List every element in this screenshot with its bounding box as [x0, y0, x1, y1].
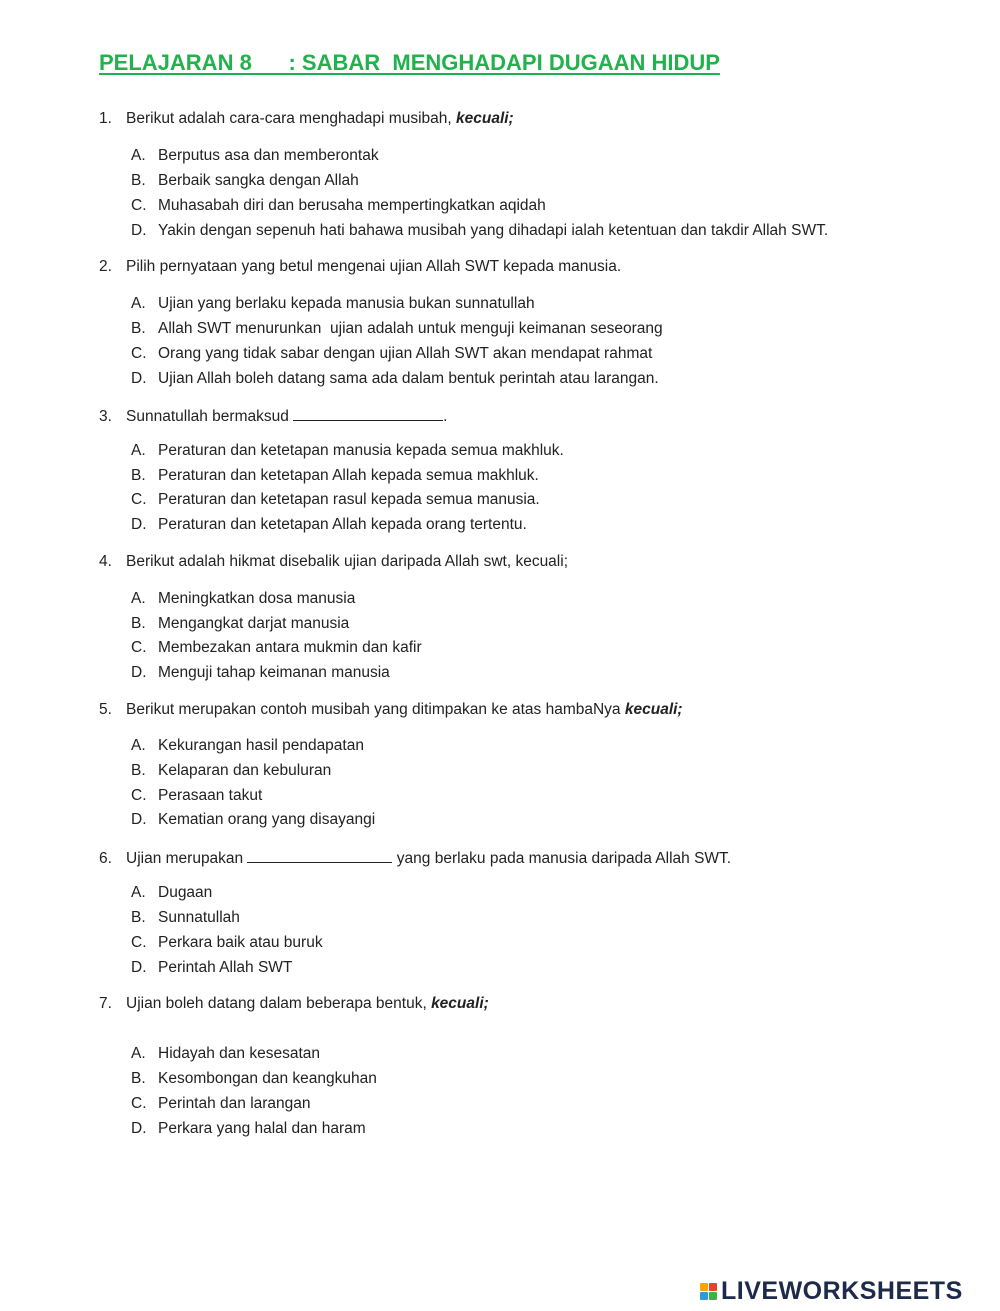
question-2	[99, 258, 621, 276]
option-text: Allah SWT menurunkan ujian adalah untuk menguji keimanan seseorang	[158, 320, 663, 337]
option-text: Dugaan	[158, 884, 213, 901]
option-3b[interactable]	[131, 467, 539, 485]
option-letter: A.	[131, 737, 146, 754]
option-6d[interactable]	[131, 959, 292, 977]
question-number: 5.	[99, 701, 112, 718]
option-text: Kekurangan hasil pendapatan	[158, 737, 364, 754]
option-text: Ujian yang berlaku kepada manusia bukan sunnatullah	[158, 295, 535, 312]
question-5	[99, 701, 683, 719]
question-1	[99, 110, 514, 128]
option-text: Berputus asa dan memberontak	[158, 147, 379, 164]
option-text: Yakin dengan sepenuh hati bahawa musibah yang dihadapi ialah ketentuan dan takdir Allah SWT.	[158, 222, 829, 239]
option-letter: C.	[131, 345, 147, 362]
option-3c[interactable]	[131, 491, 540, 509]
option-1b[interactable]	[131, 172, 359, 190]
option-3d[interactable]	[131, 516, 527, 534]
option-letter: A.	[131, 1045, 146, 1062]
option-text: Peraturan dan ketetapan manusia kepada semua makhluk.	[158, 442, 564, 459]
option-letter: A.	[131, 884, 146, 901]
option-letter: D.	[131, 811, 147, 828]
option-text: Membezakan antara mukmin dan kafir	[158, 639, 422, 656]
option-text: Perkara yang halal dan haram	[158, 1120, 366, 1137]
answer-blank[interactable]	[293, 406, 443, 421]
option-4c[interactable]	[131, 639, 422, 657]
logo-square	[700, 1292, 708, 1300]
option-letter: B.	[131, 1070, 146, 1087]
option-letter: B.	[131, 762, 146, 779]
answer-blank[interactable]	[247, 848, 392, 863]
option-letter: D.	[131, 959, 147, 976]
option-letter: B.	[131, 172, 146, 189]
option-letter: C.	[131, 639, 147, 656]
option-4b[interactable]	[131, 615, 349, 633]
question-text: Berikut adalah hikmat disebalik ujian daripada Allah swt, kecuali;	[126, 553, 568, 570]
question-text: Ujian boleh datang dalam beberapa bentuk,	[126, 995, 432, 1012]
option-letter: A.	[131, 147, 146, 164]
question-number: 3.	[99, 408, 112, 425]
option-2b[interactable]	[131, 320, 663, 338]
option-text: Mengangkat darjat manusia	[158, 615, 350, 632]
option-text: Meningkatkan dosa manusia	[158, 590, 356, 607]
option-5d[interactable]	[131, 811, 375, 829]
option-text: Orang yang tidak sabar dengan ujian Allah SWT akan mendapat rahmat	[158, 345, 653, 362]
option-letter: B.	[131, 909, 146, 926]
question-number: 1.	[99, 110, 112, 127]
option-text: Ujian Allah boleh datang sama ada dalam bentuk perintah atau larangan.	[158, 370, 659, 387]
option-text: Kematian orang yang disayangi	[158, 811, 376, 828]
question-text: Berikut adalah cara-cara menghadapi musibah,	[126, 110, 456, 127]
option-text: Menguji tahap keimanan manusia	[158, 664, 390, 681]
liveworksheets-icon	[700, 1283, 717, 1300]
option-letter: C.	[131, 491, 147, 508]
option-6a[interactable]	[131, 884, 212, 902]
question-text-after: yang berlaku pada manusia daripada Allah SWT.	[392, 850, 732, 867]
logo-square	[700, 1283, 708, 1291]
question-emphasis: kecuali;	[624, 701, 683, 718]
option-2a[interactable]	[131, 295, 535, 313]
option-1d[interactable]	[131, 222, 828, 240]
option-letter: B.	[131, 320, 146, 337]
option-7d[interactable]	[131, 1120, 366, 1138]
option-text: Kesombongan dan keangkuhan	[158, 1070, 377, 1087]
option-2d[interactable]	[131, 370, 659, 388]
option-text: Berbaik sangka dengan Allah	[158, 172, 359, 189]
option-5c[interactable]	[131, 787, 262, 805]
option-letter: C.	[131, 787, 147, 804]
logo-square	[709, 1283, 717, 1291]
option-letter: B.	[131, 615, 146, 632]
option-7b[interactable]	[131, 1070, 377, 1088]
option-2c[interactable]	[131, 345, 652, 363]
option-text: Perintah Allah SWT	[158, 959, 293, 976]
brand-name: LIVEWORKSHEETS	[721, 1276, 963, 1305]
question-text-before: Ujian merupakan	[126, 850, 248, 867]
logo-square	[709, 1292, 717, 1300]
option-1a[interactable]	[131, 147, 379, 165]
liveworksheets-logo[interactable]	[700, 1276, 963, 1306]
option-letter: C.	[131, 1095, 147, 1112]
option-1c[interactable]	[131, 197, 546, 215]
option-text: Perasaan takut	[158, 787, 263, 804]
option-text: Muhasabah diri dan berusaha mempertingkatkan aqidah	[158, 197, 546, 214]
option-6b[interactable]	[131, 909, 240, 927]
option-letter: B.	[131, 467, 146, 484]
option-text: Perintah dan larangan	[158, 1095, 311, 1112]
option-text: Peraturan dan ketetapan Allah kepada orang tertentu.	[158, 516, 527, 533]
question-3	[99, 406, 447, 426]
question-emphasis: kecuali;	[456, 110, 514, 127]
question-number: 7.	[99, 995, 112, 1012]
option-letter: D.	[131, 516, 147, 533]
option-letter: A.	[131, 442, 146, 459]
question-number: 2.	[99, 258, 112, 275]
option-letter: D.	[131, 370, 147, 387]
option-7a[interactable]	[131, 1045, 320, 1063]
question-emphasis: kecuali;	[431, 995, 489, 1012]
question-4	[99, 553, 568, 571]
question-number: 4.	[99, 553, 112, 570]
question-6	[99, 848, 731, 868]
option-letter: A.	[131, 590, 146, 607]
option-5b[interactable]	[131, 762, 331, 780]
option-letter: C.	[131, 197, 147, 214]
question-text: Pilih pernyataan yang betul mengenai ujian Allah SWT kepada manusia.	[126, 258, 622, 275]
option-7c[interactable]	[131, 1095, 311, 1113]
option-text: Peraturan dan ketetapan Allah kepada semua makhluk.	[158, 467, 539, 484]
option-letter: D.	[131, 222, 147, 239]
option-letter: C.	[131, 934, 147, 951]
option-text: Kelaparan dan kebuluran	[158, 762, 332, 779]
worksheet-title: PELAJARAN 8 : SABAR MENGHADAPI DUGAAN HIDUP	[99, 50, 720, 75]
question-text-after: .	[443, 408, 448, 425]
option-letter: A.	[131, 295, 146, 312]
question-number: 6.	[99, 850, 112, 867]
option-5a[interactable]	[131, 737, 364, 755]
question-text-before: Sunnatullah bermaksud	[126, 408, 294, 425]
option-text: Hidayah dan kesesatan	[158, 1045, 321, 1062]
question-text: Berikut merupakan contoh musibah yang ditimpakan ke atas hambaNya	[126, 701, 625, 718]
option-3a[interactable]	[131, 442, 564, 460]
option-text: Sunnatullah	[158, 909, 240, 926]
option-6c[interactable]	[131, 934, 323, 952]
option-letter: D.	[131, 1120, 147, 1137]
option-text: Peraturan dan ketetapan rasul kepada semua manusia.	[158, 491, 540, 508]
option-letter: D.	[131, 664, 147, 681]
question-7	[99, 995, 489, 1013]
option-4a[interactable]	[131, 590, 355, 608]
option-text: Perkara baik atau buruk	[158, 934, 323, 951]
option-4d[interactable]	[131, 664, 390, 682]
